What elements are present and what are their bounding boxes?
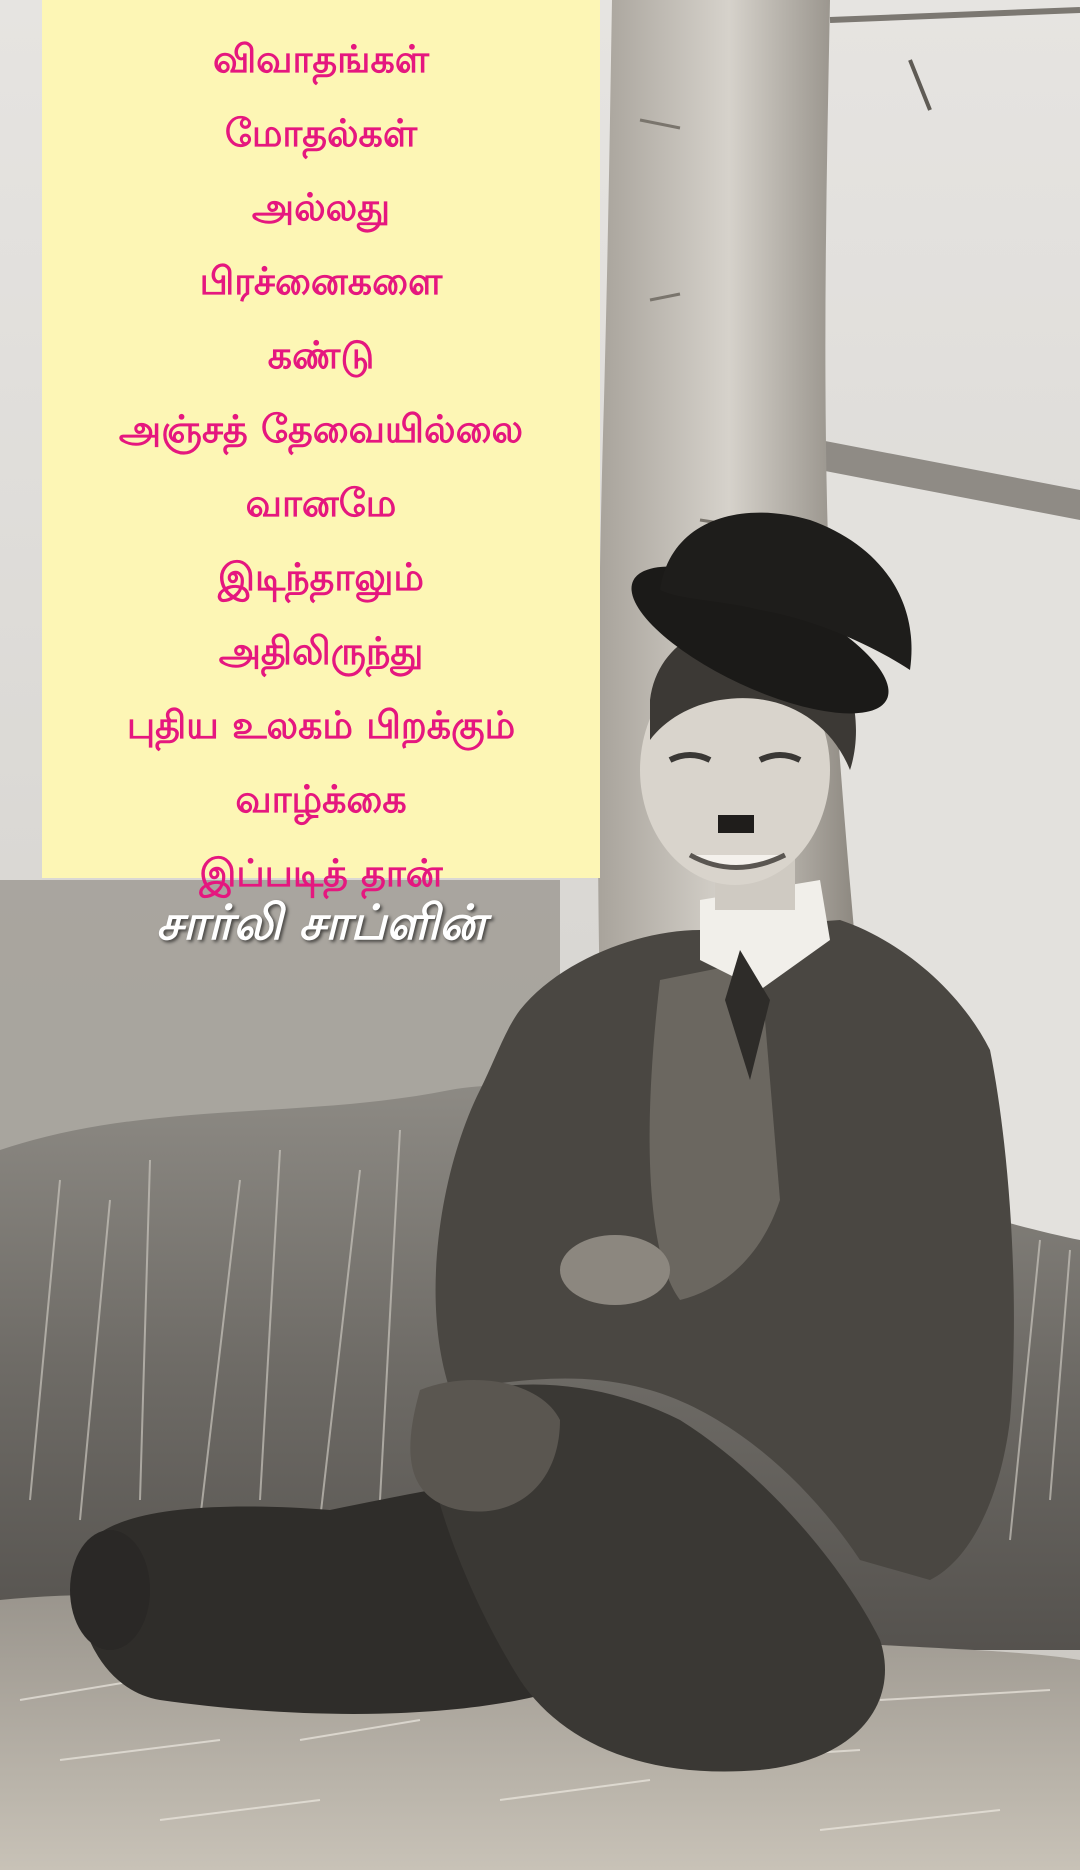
quote-line: வானமே (245, 481, 397, 525)
quote-line: இப்படித் தான் (199, 851, 443, 895)
quote-line: புதிய உலகம் பிறக்கும் (126, 703, 516, 747)
quote-line: மோதல்கள் (224, 111, 418, 155)
quote-line: பிரச்னைகளை (199, 259, 443, 303)
quote-panel (42, 0, 600, 895)
quote-line: அதிலிருந்து (218, 629, 424, 673)
quote-line: கண்டு (267, 333, 375, 377)
author-name: சார்லி சாப்ளின் (156, 895, 486, 951)
quote-line: வாழ்க்கை (235, 777, 407, 821)
quote-line: அல்லது (251, 185, 391, 229)
quote-line: விவாதங்கள் (212, 37, 430, 81)
quote-line: அஞ்சத் தேவையில்லை (118, 407, 524, 451)
quote-line: இடிந்தாலும் (218, 555, 424, 599)
